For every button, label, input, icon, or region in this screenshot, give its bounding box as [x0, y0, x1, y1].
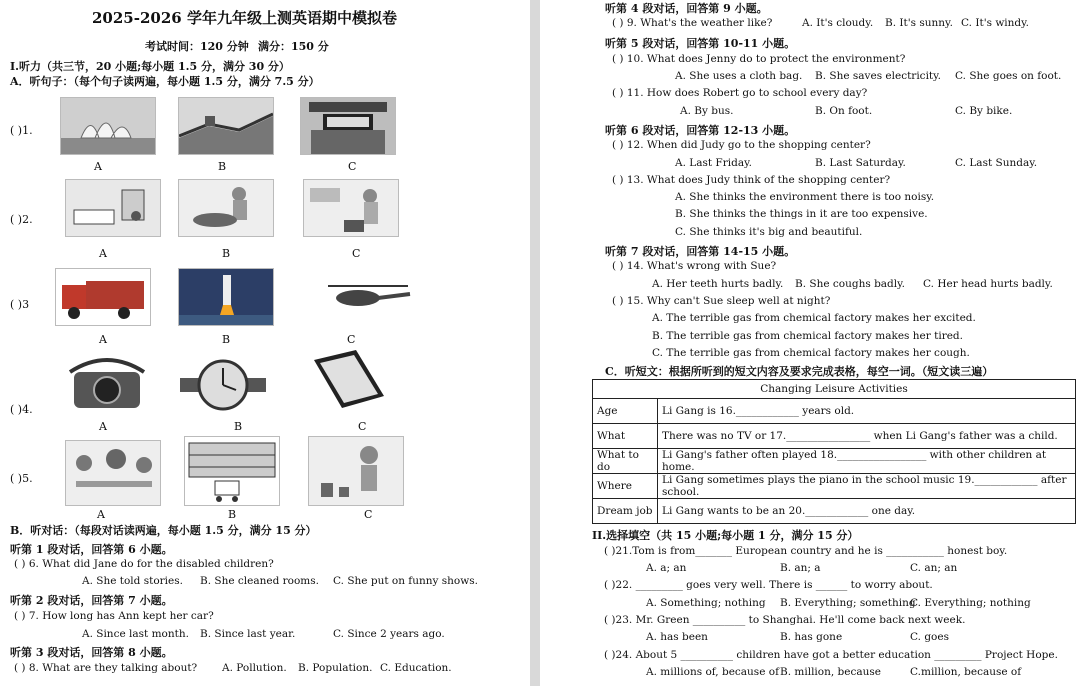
option-1b-label: B [218, 160, 227, 173]
question-21: ( )21.Tom is from_______ European country and he is ___________ honest boy. [604, 545, 1008, 557]
question-7-option-b: B. Since last year. [200, 628, 296, 640]
table-row [593, 424, 1076, 449]
question-23-option-c: C. goes [910, 631, 949, 643]
option-5a-label: A [97, 508, 105, 521]
picture-2a-hotel-room [65, 179, 161, 237]
option-5b-label: B [228, 508, 237, 521]
question-23: ( )23. Mr. Green __________ to Shanghai. He'll come back next week. [604, 614, 966, 626]
option-4c-label: C [358, 420, 367, 433]
question-5-number: ( )5. [10, 472, 33, 485]
section-2-heading: II.选择填空（共 15 小题;每小题 1 分，满分 15 分） [592, 529, 859, 542]
table-row [593, 449, 1076, 474]
question-10-option-c: C. She goes on foot. [955, 70, 1062, 82]
question-21-option-b: B. an; a [780, 562, 821, 574]
option-1c-label: C [348, 160, 357, 173]
question-12-option-a: A. Last Friday. [675, 157, 752, 169]
leisure-activities-table [592, 379, 1076, 524]
table-row-key: Age [593, 399, 658, 424]
question-22-option-c: C. Everything; nothing [910, 597, 1031, 609]
question-10-option-b: B. She saves electricity. [815, 70, 942, 82]
question-7-option-a: A. Since last month. [82, 628, 189, 640]
option-5c-label: C [364, 508, 373, 521]
question-7-option-c: C. Since 2 years ago. [333, 628, 445, 640]
question-3-number: ( )3 [10, 298, 30, 311]
question-13-option-b: B. She thinks the things in it are too expensive. [675, 208, 928, 220]
option-2a-label: A [99, 247, 107, 260]
option-3b-label: B [222, 333, 231, 346]
page-gutter [530, 0, 540, 686]
question-8-option-b: B. Population. [298, 662, 373, 674]
exam-time: 考试时间：120 分钟 [145, 40, 249, 53]
table-row-value: Li Gang sometimes plays the piano in the school music 19.____________ after school. [658, 474, 1076, 499]
picture-3c-helicopter [318, 268, 412, 324]
question-14: ( ) 14. What's wrong with Sue? [612, 260, 777, 272]
exam-page-right [540, 0, 1080, 686]
question-22-option-b: B. Everything; something [780, 597, 916, 609]
option-2c-label: C [352, 247, 361, 260]
dialog-3-heading: 听第 3 段对话，回答第 8 小题。 [10, 646, 173, 659]
part-b-heading: B．听对话：（每段对话读两遍，每小题 1.5 分，满分 15 分） [10, 524, 317, 537]
question-9-option-c: C. It's windy. [961, 17, 1030, 29]
option-3a-label: A [99, 333, 107, 346]
option-1a-label: A [94, 160, 102, 173]
question-24: ( )24. About 5 __________ children have got a better education _________ Project Hope. [604, 649, 1058, 661]
exam-title: 2025-2026 学年九年级上测英语期中模拟卷 [92, 9, 397, 27]
question-12: ( ) 12. When did Judy go to the shopping center? [612, 139, 871, 151]
picture-1a-opera-house [60, 97, 156, 155]
question-11-option-a: A. By bus. [680, 105, 734, 117]
question-2-number: ( )2. [10, 213, 33, 226]
picture-1b-great-wall [178, 97, 274, 155]
exam-page-left [0, 0, 530, 686]
question-14-option-b: B. She coughs badly. [795, 278, 906, 290]
table-row-key: What to do [593, 449, 658, 474]
table-row-key: Where [593, 474, 658, 499]
question-15-option-b: B. The terrible gas from chemical factory makes her tired. [652, 330, 963, 342]
picture-5b-supermarket [184, 436, 280, 506]
option-4a-label: A [99, 420, 107, 433]
picture-4b-watch [176, 352, 270, 418]
table-row-value: Li Gang's father often played 18._________________ with other children at home. [658, 449, 1076, 474]
table-row-key: Dream job [593, 499, 658, 524]
table-row [593, 399, 1076, 424]
question-24-option-b: B. million, because [780, 666, 881, 678]
question-6-option-b: B. She cleaned rooms. [200, 575, 319, 587]
dialog-6-heading: 听第 6 段对话，回答第 12-13 小题。 [605, 124, 796, 137]
question-6-option-a: A. She told stories. [82, 575, 183, 587]
option-4b-label: B [234, 420, 243, 433]
question-10-option-a: A. She uses a cloth bag. [675, 70, 803, 82]
table-row-value: There was no TV or 17.________________ when Li Gang's father was a child. [658, 424, 1076, 449]
picture-4a-camera [60, 352, 154, 418]
question-14-option-a: A. Her teeth hurts badly. [652, 278, 784, 290]
dialog-5-heading: 听第 5 段对话，回答第 10-11 小题。 [605, 37, 796, 50]
question-15-option-a: A. The terrible gas from chemical factory makes her excited. [652, 312, 976, 324]
part-c-heading: C．听短文：根据所听到的短文内容及要求完成表格，每空一词。（短文读三遍） [605, 365, 994, 378]
option-2b-label: B [222, 247, 231, 260]
question-24-option-c: C.million, because of [910, 666, 1022, 678]
question-6-option-c: C. She put on funny shows. [333, 575, 478, 587]
question-6: ( ) 6. What did Jane do for the disabled children? [14, 558, 274, 570]
picture-3b-rocket-launch [178, 268, 274, 326]
dialog-4-heading: 听第 4 段对话，回答第 9 小题。 [605, 2, 768, 15]
dialog-1-heading: 听第 1 段对话，回答第 6 小题。 [10, 543, 173, 556]
question-23-option-b: B. has gone [780, 631, 843, 643]
question-1-number: ( )1. [10, 124, 33, 137]
question-13: ( ) 13. What does Judy think of the shopping center? [612, 174, 891, 186]
table-row-key: What [593, 424, 658, 449]
dialog-7-heading: 听第 7 段对话，回答第 14-15 小题。 [605, 245, 796, 258]
question-15-option-c: C. The terrible gas from chemical factory makes her cough. [652, 347, 970, 359]
table-title: Changing Leisure Activities [593, 380, 1076, 399]
question-12-option-c: C. Last Sunday. [955, 157, 1038, 169]
question-11: ( ) 11. How does Robert go to school every day? [612, 87, 868, 99]
question-4-number: ( )4. [10, 403, 33, 416]
question-9: ( ) 9. What's the weather like? [612, 17, 773, 29]
picture-5c-man-by-stumps [308, 436, 404, 506]
question-21-option-c: C. an; an [910, 562, 958, 574]
question-8: ( ) 8. What are they talking about? [14, 662, 198, 674]
full-score: 满分：150 分 [258, 40, 329, 53]
question-9-option-b: B. It's sunny. [885, 17, 953, 29]
table-row-value: Li Gang is 16.____________ years old. [658, 399, 1076, 424]
question-12-option-b: B. Last Saturday. [815, 157, 906, 169]
question-7: ( ) 7. How long has Ann kept her car? [14, 610, 214, 622]
picture-2c-man-in-kitchen [303, 179, 399, 237]
question-10: ( ) 10. What does Jenny do to protect the environment? [612, 53, 906, 65]
question-21-option-a: A. a; an [646, 562, 687, 574]
picture-4c-smartphone [300, 346, 394, 414]
question-24-option-a: A. millions of, because of [646, 666, 779, 678]
question-22: ( )22. _________ goes very well. There is ______ to worry about. [604, 579, 933, 591]
question-8-option-a: A. Pollution. [222, 662, 287, 674]
question-11-option-c: C. By bike. [955, 105, 1013, 117]
picture-5a-planting-trees [65, 440, 161, 506]
picture-2b-woman-cooking [178, 179, 274, 237]
question-14-option-c: C. Her head hurts badly. [923, 278, 1053, 290]
question-23-option-a: A. has been [646, 631, 708, 643]
part-a-heading: A．听句子：（每个句子读两遍，每小题 1.5 分，满分 7.5 分） [10, 75, 320, 88]
question-11-option-b: B. On foot. [815, 105, 873, 117]
question-22-option-a: A. Something; nothing [646, 597, 766, 609]
question-13-option-a: A. She thinks the environment there is too noisy. [675, 191, 935, 203]
option-3c-label: C [347, 333, 356, 346]
picture-3a-truck [55, 268, 151, 326]
table-row [593, 499, 1076, 524]
table-row-value: Li Gang wants to be an 20.____________ one day. [658, 499, 1076, 524]
table-row [593, 474, 1076, 499]
question-8-option-c: C. Education. [380, 662, 452, 674]
section-listening-heading: I.听力（共三节，20 小题;每小题 1.5 分，满分 30 分） [10, 60, 290, 73]
question-13-option-c: C. She thinks it's big and beautiful. [675, 226, 863, 238]
dialog-2-heading: 听第 2 段对话，回答第 7 小题。 [10, 594, 173, 607]
question-9-option-a: A. It's cloudy. [802, 17, 874, 29]
picture-1c-palace-gate [300, 97, 396, 155]
question-15: ( ) 15. Why can't Sue sleep well at night? [612, 295, 831, 307]
